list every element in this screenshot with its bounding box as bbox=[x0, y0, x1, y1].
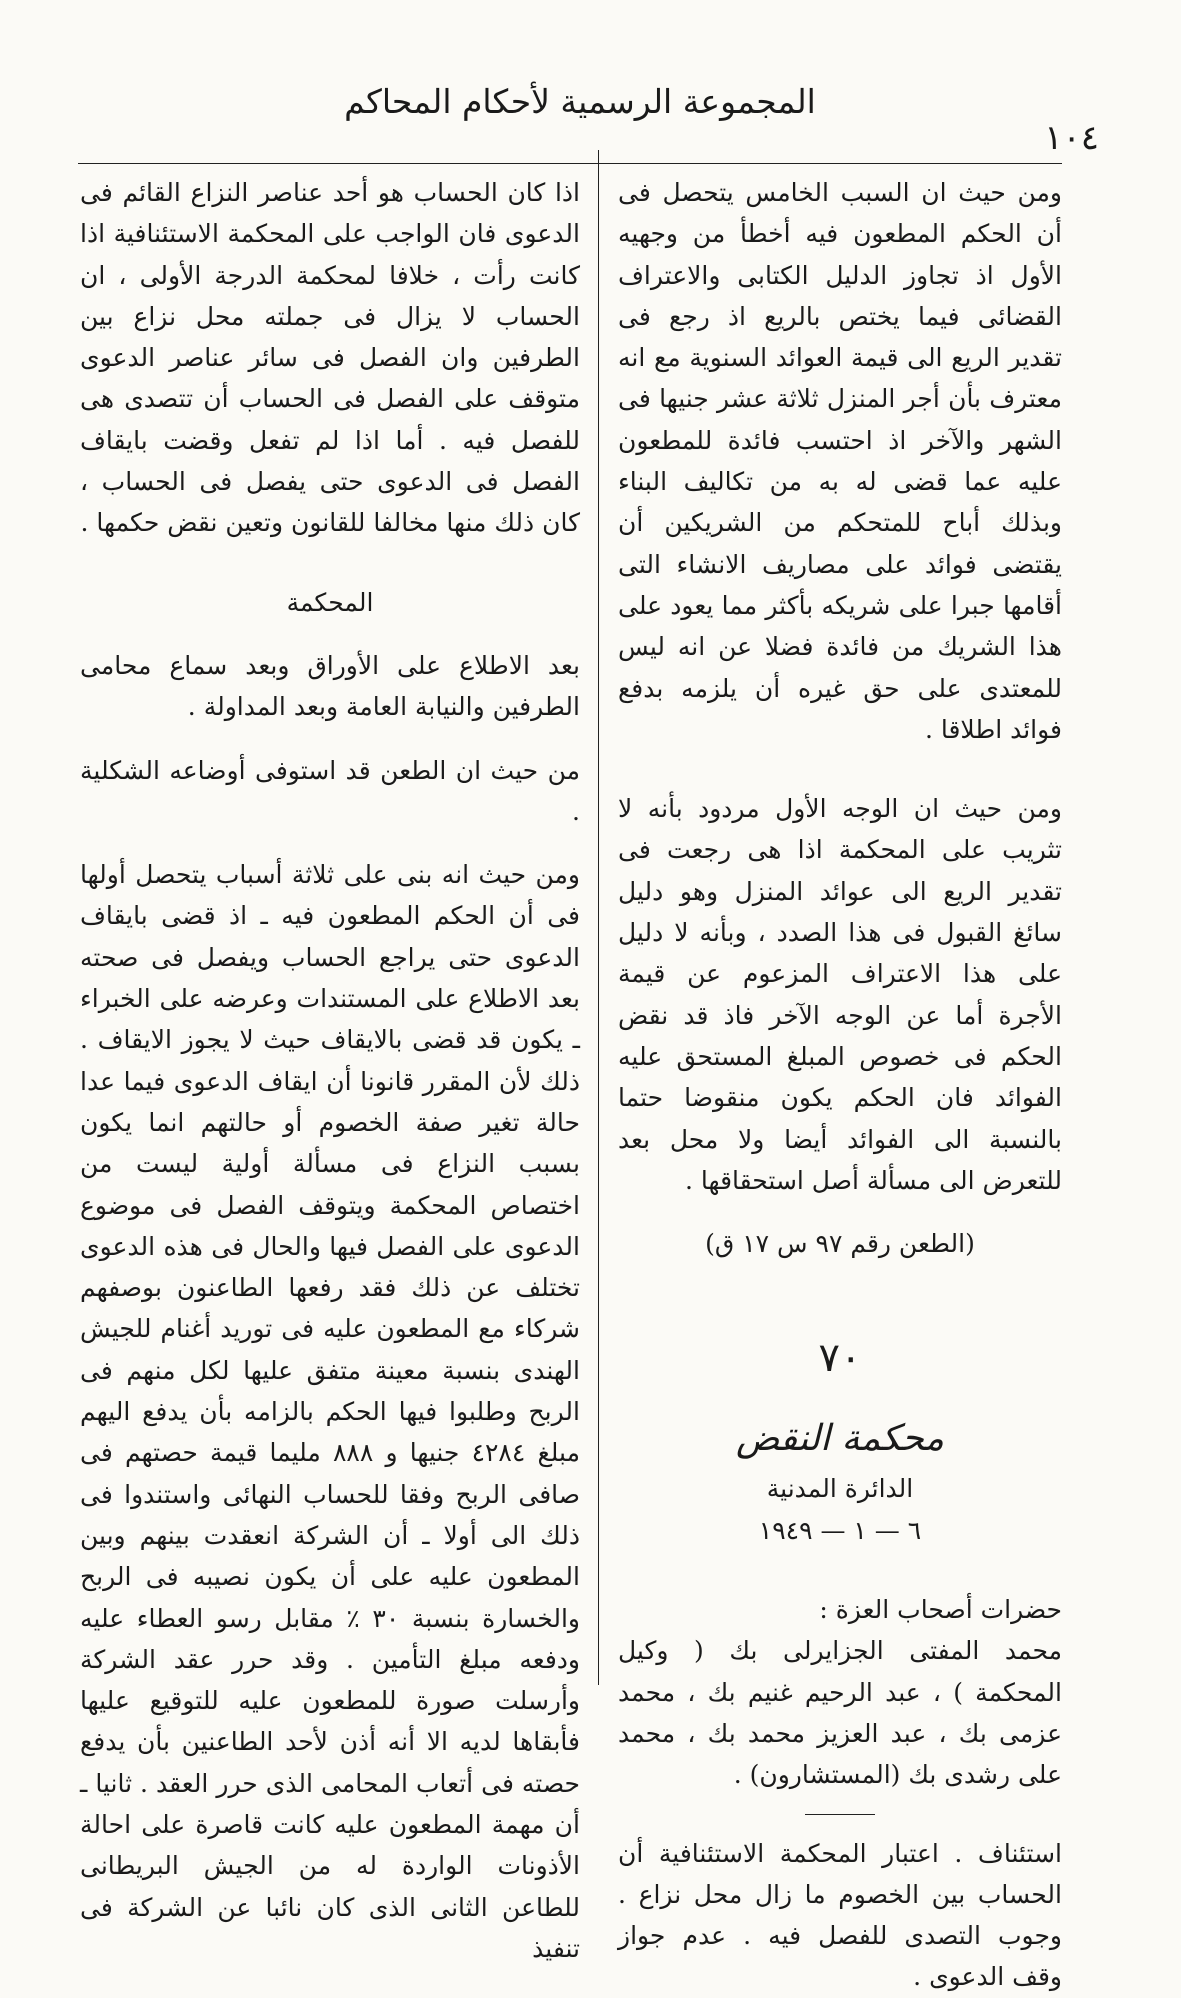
paragraph-fifth-ground: ومن حيث ان السبب الخامس يتحصل فى أن الحكم المطعون فيه أخطأ من وجهيه الأول اذ تجاوز الدليل الكتابى والاعتراف القضائى فيما يختص بالريع اذ رجع فى تقدير الريع الى قيمة العوائد السنوية مع انه معترف بأن أجر المنزل ثلاثة عشر جنيها فى الشهر والآخر اذ احتسب فائدة للمطعون عليه عما قضى له به من تكاليف البناء وبذلك أباح للمتحكم من الشريكين أن يقتضى فوائد على مصاريف الانشاء التى أقامها جبرا على شريكه بأكثر مما يعود على هذا الشريك من فائدة فضلا عن انه ليس للمعتدى على حق غيره أن يلزمه بدفع فوائد اطلاقا . bbox=[618, 178, 1062, 744]
attendees-intro: حضرات أصحاب العزة : bbox=[819, 1595, 1062, 1625]
section-heading-court: المحكمة bbox=[286, 587, 374, 617]
running-header: المجموعة الرسمية لأحكام المحاكم bbox=[344, 82, 816, 121]
case-number: ٧٠ bbox=[818, 1335, 862, 1382]
court-name: محكمة النقض bbox=[735, 1418, 945, 1460]
paragraph-principle: اذا كان الحساب هو أحد عناصر النزاع القائم فى الدعوى فان الواجب على المحكمة الاستئنافية اذا كانت رأت ، خلافا لمحكمة الدرجة الأولى ، ان الحساب لا يزال فى جملته محل نزاع بين الطرفين وان الفصل فى سائر عناصر الدعوى متوقف على الفصل فى الحساب أن تتصدى هى للفصل فيه . أما اذا لم تفعل وقضت بايقاف الفصل فى الدعوى حتى يفصل فى الحساب ، كان ذلك منها مخالفا للقانون وتعين نقض حكمها . bbox=[80, 178, 580, 538]
page-number: ١٠٤ bbox=[1044, 118, 1099, 158]
left-column bbox=[80, 172, 580, 1969]
judgment-date: ٦ — ١ — ١٩٤٩ bbox=[758, 1515, 922, 1545]
section-rule bbox=[805, 1814, 875, 1815]
circuit-name: الدائرة المدنية bbox=[766, 1474, 914, 1504]
appeal-citation: (الطعن رقم ٩٧ س ١٧ ق) bbox=[705, 1229, 975, 1259]
paragraph-deliberation: بعد الاطلاع على الأوراق وبعد سماع محامى الطرفين والنيابة العامة وبعد المداولة . bbox=[80, 650, 580, 722]
paragraph-grounds: ومن حيث انه بنى على ثلاثة أسباب يتحصل أولها فى أن الحكم المطعون فيه ـ اذ قضى بايقاف الدعوى حتى يراجع الحساب ويفصل فى صحته بعد الاطلاع على المستندات وعرضه على الخبراء ـ يكون قد قضى بالايقاف حيث لا يجوز الايقاف . ذلك لأن المقرر قانونا أن ايقاف الدعوى فيما عدا حالة تغير صفة الخصوم أو حالتهم انما يكون بسبب النزاع فى مسألة أولية ليست من اختصاص المحكمة ويتوقف الفصل فى موضوع الدعوى على الفصل فيها والحال فى هذه الدعوى تختلف عن ذلك فقد رفعها الطاعنون بوصفهم شركاء مع المطعون عليه فى توريد أغنام للجيش الهندى بنسبة معينة متفق عليها لكل منهم فى الربح وطلبوا فيها الحكم بالزامه بأن يدفع اليهم مبلغ ٤٢٨٤ جنيها و ٨٨٨ مليما قيمة حصتهم فى صافى الربح وفقا للحساب النهائى واستندوا فى ذلك الى أولا ـ أن الشركة انعقدت بينهم وبين المطعون عليه على أن يكون نصيبه فى الربح والخسارة بنسبة ٣٠ ٪ مقابل رسو العطاء عليه ودفعه مبلغ التأمين . وقد حرر عقد الشركة وأرسلت صورة للمطعون عليه للتوقيع عليها فأبقاها لديه الا أنه أذن لأحد الطاعنين بأن يدفع حصته فى أتعاب المحامى الذى حرر العقد . ثانيا ـ أن مهمة المطعون عليه كانت قاصرة على احالة الأذونات الواردة له من الجيش البريطانى للطاعن الثانى الذى كان نائبا عن الشركة فى تنفيذ bbox=[80, 860, 580, 1963]
column-divider bbox=[598, 150, 599, 1685]
attendees-list: محمد المفتى الجزايرلى بك ( وكيل المحكمة ) ، عبد الرحيم غنيم بك ، محمد عزمى بك ، عبد العزيز محمد بك ، محمد على رشدى بك (المستشارون) . bbox=[618, 1636, 1062, 1790]
right-column bbox=[618, 172, 1062, 1998]
header-rule bbox=[78, 163, 1062, 164]
case-summary: استئناف . اعتبار المحكمة الاستئنافية أن الحساب بين الخصوم ما زال محل نزاع . وجوب التصدى للفصل فيه . عدم جواز وقف الدعوى . bbox=[618, 1838, 1062, 1992]
paragraph-form: من حيث ان الطعن قد استوفى أوضاعه الشكلية . bbox=[80, 755, 580, 826]
paragraph-first-aspect-rebuttal: ومن حيث ان الوجه الأول مردود بأنه لا تثريب على المحكمة اذا هى رجعت فى تقدير الريع الى عوائد المنزل وهو دليل سائغ القبول فى هذا الصدد ، وبأنه لا دليل على هذا الاعتراف المزعوم عن قيمة الأجرة أما عن الوجه الآخر فاذ قد نقض الحكم فى خصوص المبلغ المستحق عليه الفوائد فان الحكم يكون منقوضا حتما بالنسبة الى الفوائد أيضا ولا محل بعد للتعرض الى مسألة أصل استحقاقها . bbox=[618, 794, 1062, 1195]
